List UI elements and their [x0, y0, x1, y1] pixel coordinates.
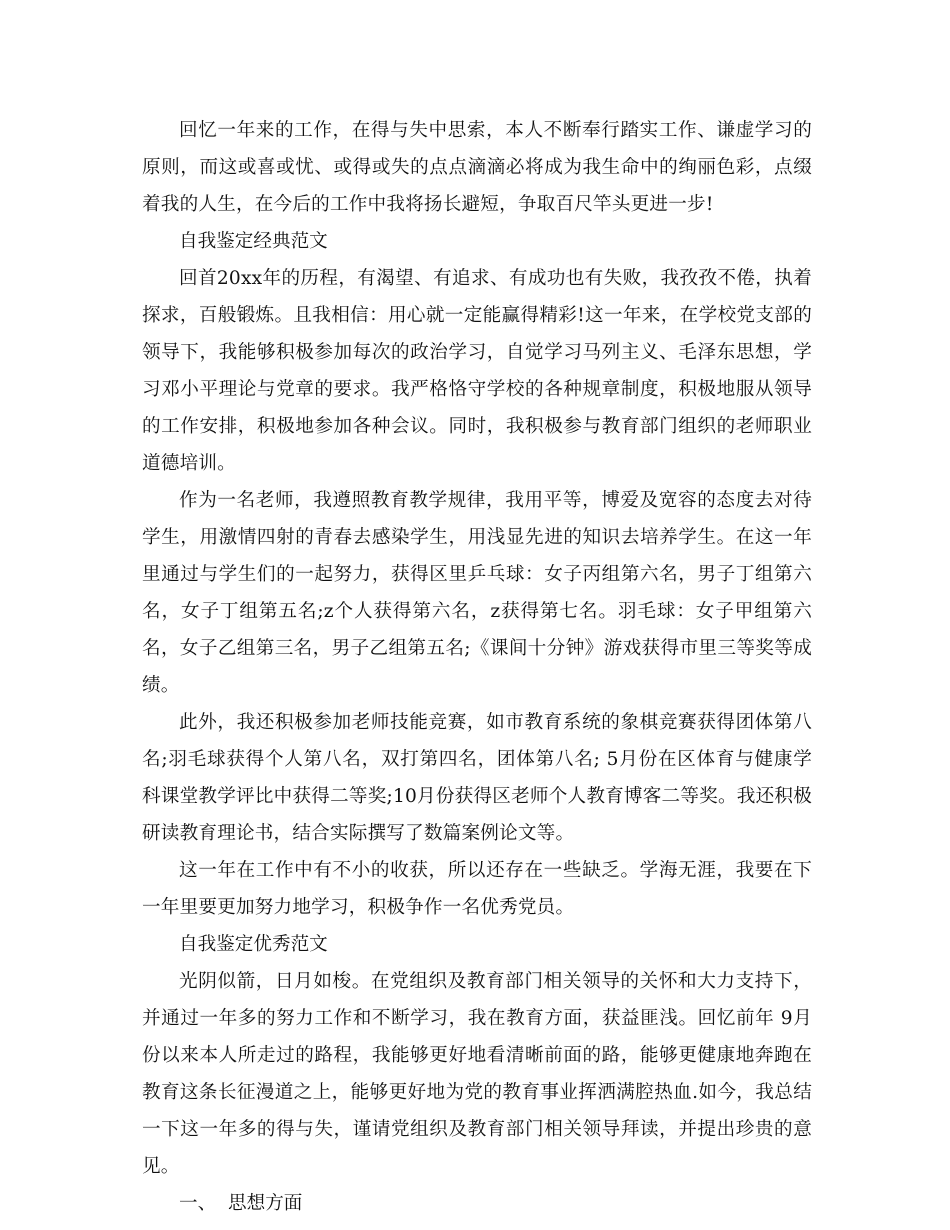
section-heading-excellent: 自我鉴定优秀范文 — [179, 934, 328, 955]
paragraph-teaching: 作为一名老师，我遵照教育教学规律，我用平等，博爱及宽容的态度去对待学生，用激情四射的青春去感染学生，用浅显先进的知识去培养学生。在这一年里通过与学生们的一起努力，获得区里乒乓球：女子丙组第六名，男子丁组第六名，女子丁组第五名;z个人获得第六名，z获得第七名。羽毛球：女子甲组第六名，女子乙组第三名，男子乙组第五名;《课间十分钟》游戏获得市里三等奖等成绩。 — [142, 490, 812, 696]
paragraph-review: 回首20xx年的历程，有渴望、有追求、有成功也有失败，我孜孜不倦，执着探求，百般锻炼。且我相信：用心就一定能赢得精彩!这一年来，在学校党支部的领导下，我能够积极参加每次的政治学习，自觉学习马列主义、毛泽东思想，学习邓小平理论与党章的要求。我严格恪守学校的各种规章制度，积极地服从领导的工作安排，积极地参加各种会议。同时，我积极参与教育部门组织的老师职业道德培训。 — [142, 268, 812, 474]
section-heading-classic: 自我鉴定经典范文 — [179, 231, 328, 252]
subsection-heading-thought: 一、 思想方面 — [179, 1193, 303, 1214]
document-body — [142, 112, 812, 1222]
paragraph-summary: 这一年在工作中有不小的收获，所以还存在一些缺乏。学海无涯，我要在下一年里要更加努力地学习，积极争作一名优秀党员。 — [142, 860, 812, 918]
paragraph-reflection: 回忆一年来的工作，在得与失中思索，本人不断奉行踏实工作、谦虚学习的原则，而这或喜或忧、或得或失的点点滴滴必将成为我生命中的绚丽色彩，点缀着我的人生，在今后的工作中我将扬长避短，争取百尺竿头更进一步! — [142, 120, 812, 215]
paragraph-competitions: 此外，我还积极参加老师技能竞赛，如市教育系统的象棋竞赛获得团体第八名;羽毛球获得个人第八名，双打第四名，团体第八名; 5月份在区体育与健康学科课堂教学评比中获得二等奖;10月份获得区老师个人教育博客二等奖。我还积极研读教育理论书，结合实际撰写了数篇案例论文等。 — [142, 712, 812, 844]
paragraph-time-flies: 光阴似箭，日月如梭。在党组织及教育部门相关领导的关怀和大力支持下，并通过一年多的努力工作和不断学习，我在教育方面，获益匪浅。回忆前年 9月份以来本人所走过的路程，我能够更好地看清晰前面的路，能够更健康地奔跑在教育这条长征漫道之上，能够更好地为党的教育事业挥洒满腔热血.如今，我总结一下这一年多的得与失，谨请党组织及教育部门相关领导拜读，并提出珍贵的意见。 — [142, 971, 812, 1177]
